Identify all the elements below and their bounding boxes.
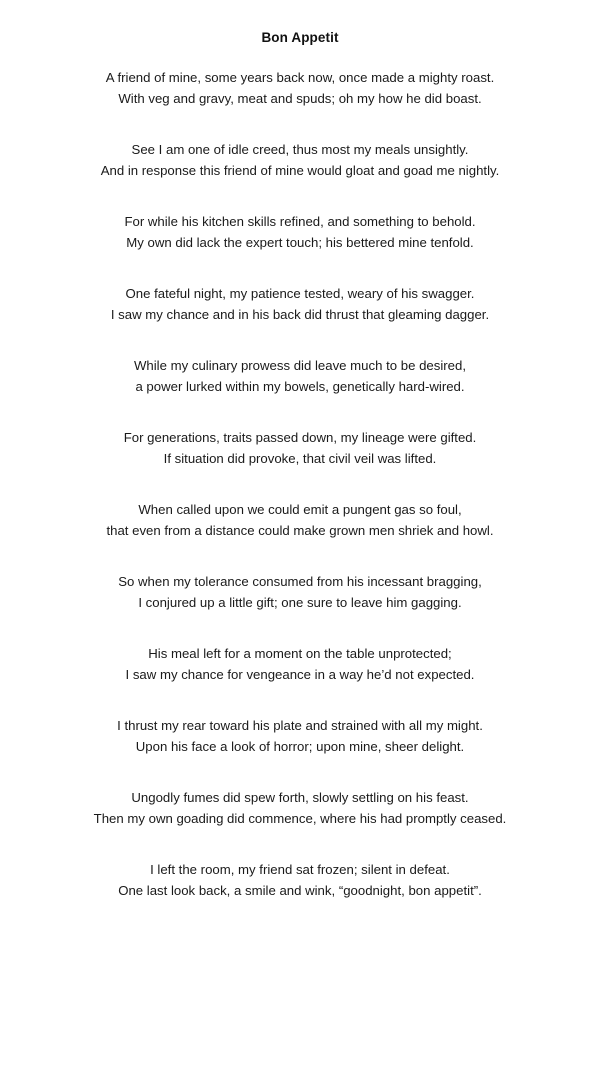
poem-line: I saw my chance for vengeance in a way he’d not expected. <box>125 667 475 682</box>
poem-line: One last look back, a smile and wink, “goodnight, bon appetit”. <box>118 883 482 898</box>
stanza <box>20 859 580 901</box>
poem-line: His meal left for a moment on the table unprotected; <box>148 646 452 661</box>
poem-line: I left the room, my friend sat frozen; silent in defeat. <box>150 862 450 877</box>
poem-line: And in response this friend of mine would gloat and goad me nightly. <box>100 163 500 178</box>
poem-line: Ungodly fumes did spew forth, slowly settling on his feast. <box>131 790 469 805</box>
poem-line: A friend of mine, some years back now, once made a mighty roast. <box>105 70 495 85</box>
stanza <box>20 787 580 829</box>
poem-line: While my culinary prowess did leave much to be desired, <box>133 358 467 373</box>
poem-line: So when my tolerance consumed from his incessant bragging, <box>118 574 482 589</box>
poem-line: With veg and gravy, meat and spuds; oh my how he did boast. <box>118 91 482 106</box>
poem-line: I conjured up a little gift; one sure to leave him gagging. <box>138 595 462 610</box>
poem-line: I thrust my rear toward his plate and strained with all my might. <box>117 718 483 733</box>
poem-line: When called upon we could emit a pungent gas so foul, <box>138 502 462 517</box>
poem-line: a power lurked within my bowels, genetically hard-wired. <box>135 379 465 394</box>
poem-line: I saw my chance and in his back did thrust that gleaming dagger. <box>110 307 490 322</box>
poem-line: One fateful night, my patience tested, weary of his swagger. <box>125 286 475 301</box>
stanza <box>20 211 580 253</box>
stanza <box>20 283 580 325</box>
stanza <box>20 427 580 469</box>
stanza <box>20 67 580 109</box>
stanza <box>20 355 580 397</box>
poem-line: See I am one of idle creed, thus most my meals unsightly. <box>131 142 469 157</box>
stanza <box>20 715 580 757</box>
stanza <box>20 499 580 541</box>
poem-line: that even from a distance could make grown men shriek and howl. <box>106 523 494 538</box>
poem-line: For generations, traits passed down, my lineage were gifted. <box>123 430 477 445</box>
poem-line: Upon his face a look of horror; upon mine, sheer delight. <box>135 739 465 754</box>
poem-line: My own did lack the expert touch; his bettered mine tenfold. <box>126 235 474 250</box>
poem-line: Then my own goading did commence, where his had promptly ceased. <box>93 811 507 826</box>
poem-line: If situation did provoke, that civil veil was lifted. <box>163 451 437 466</box>
stanza <box>20 139 580 181</box>
poem-line: For while his kitchen skills refined, and something to behold. <box>124 214 476 229</box>
stanza <box>20 643 580 685</box>
page-title: Bon Appetit <box>261 30 339 45</box>
stanza <box>20 571 580 613</box>
